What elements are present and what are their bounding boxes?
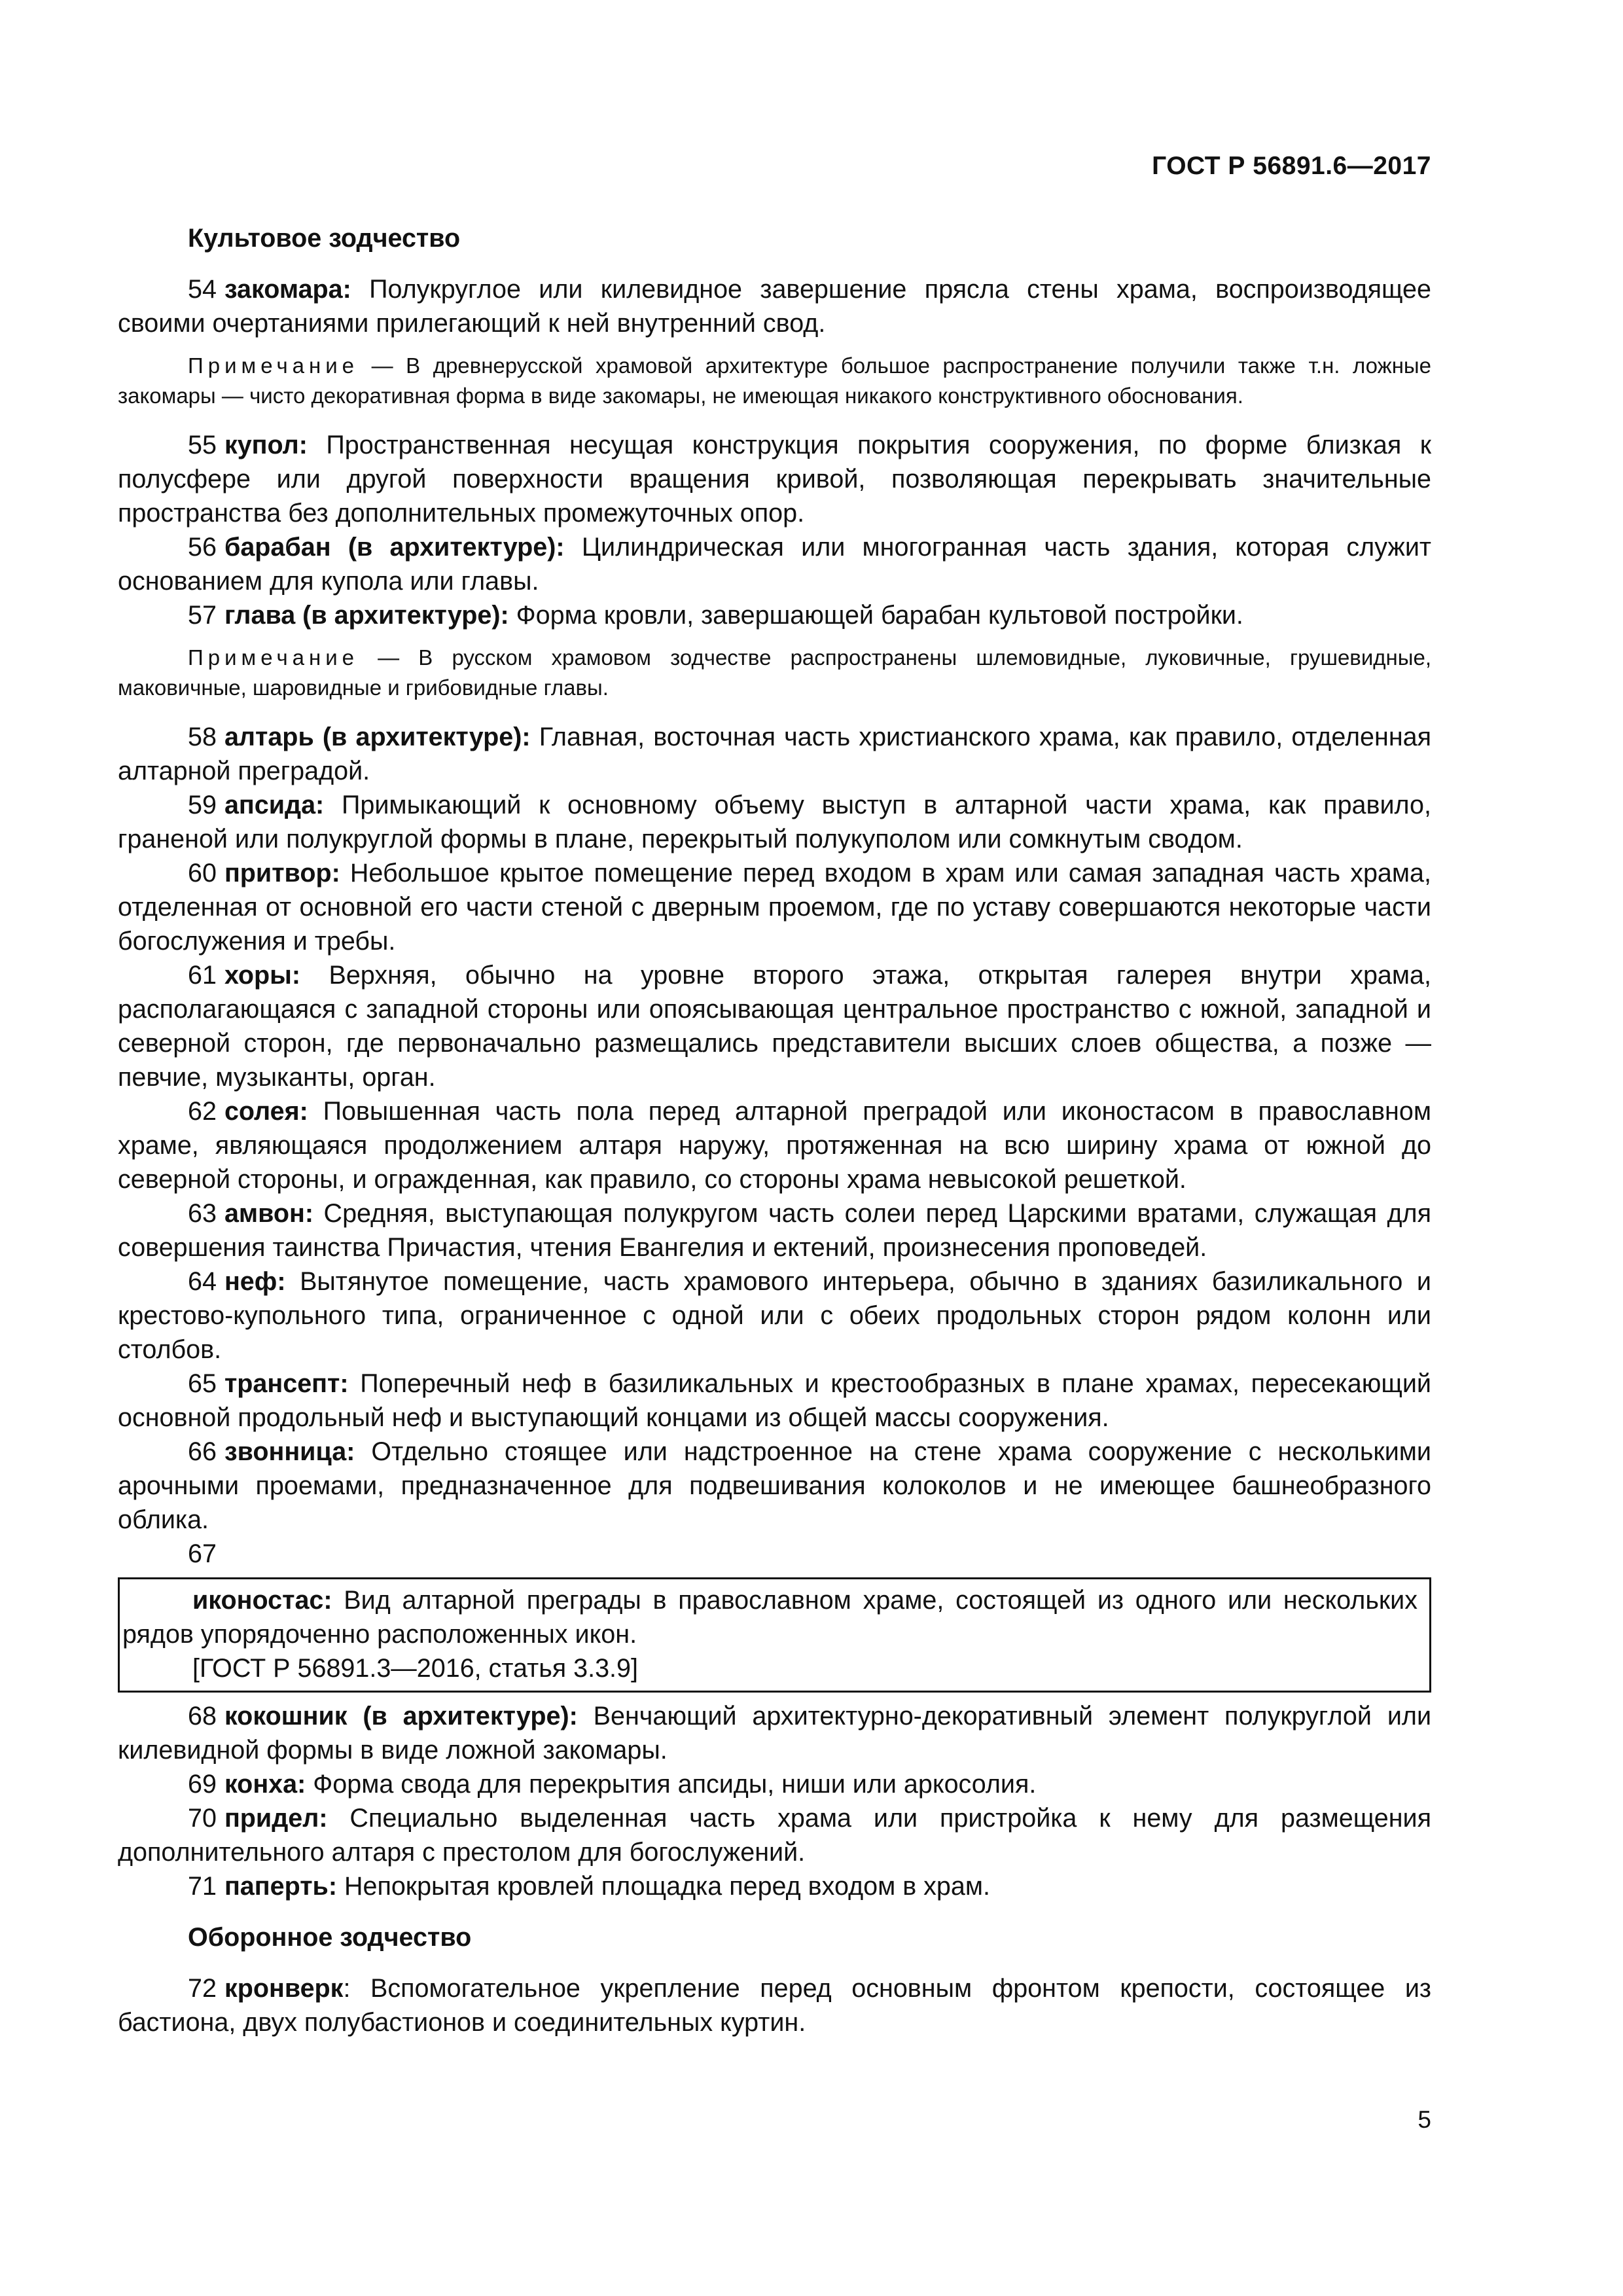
term-entry-68 bbox=[118, 1699, 1431, 1767]
term-number: 54 bbox=[188, 275, 217, 304]
term-entry-62 bbox=[118, 1094, 1431, 1196]
term-entry-60 bbox=[118, 856, 1431, 958]
term-number: 55 bbox=[188, 431, 217, 459]
term-number: 71 bbox=[188, 1872, 217, 1901]
term-entry-71 bbox=[118, 1869, 1431, 1903]
term-name: притвор: bbox=[224, 859, 340, 888]
term-entry-69 bbox=[118, 1767, 1431, 1801]
term-number: 70 bbox=[188, 1804, 217, 1833]
term-entry-67 bbox=[120, 1583, 1418, 1651]
term-definition: Цилиндрическая или многогранная часть здания, которая служит основанием для купола или главы. bbox=[118, 533, 1431, 596]
term-number-67: 67 bbox=[188, 1539, 217, 1568]
term-definition: Небольшое крытое помещение перед входом в храм или самая западная часть храма, отделенная от основной его части стеной с дверным проемом, где по уставу совершаются некоторые части богослужения и требы. bbox=[118, 859, 1431, 956]
term-number: 56 bbox=[188, 533, 217, 562]
term-entry-56 bbox=[118, 530, 1431, 598]
term-entry-59 bbox=[118, 788, 1431, 856]
term-number: 62 bbox=[188, 1097, 217, 1126]
page-number: 5 bbox=[1418, 2106, 1431, 2133]
term-entry-72 bbox=[118, 1971, 1431, 2039]
term-definition: Вид алтарной преграды в православном храме, состоящей из одного или нескольких рядов упорядоченно расположенных икон. bbox=[122, 1586, 1418, 1649]
term-name: трансепт: bbox=[224, 1369, 349, 1398]
note-label: Примечание bbox=[188, 645, 359, 670]
note-text: — В русском храмовом зодчестве распространены шлемовидные, луковичные, грушевидные, маковичные, шаровидные и грибовидные главы. bbox=[118, 645, 1431, 700]
term-definition: Полукруглое или килевидное завершение прясла стены храма, воспроизводящее своими очертаниями прилегающий к ней внутренний свод. bbox=[118, 275, 1431, 338]
term-definition: Главная, восточная часть христианского храма, как правило, отделенная алтарной преградой. bbox=[118, 723, 1431, 785]
term-entry-66 bbox=[118, 1435, 1431, 1537]
term-entry-64 bbox=[118, 1265, 1431, 1367]
term-name: конха: bbox=[224, 1770, 306, 1799]
term-entry-65 bbox=[118, 1367, 1431, 1435]
section-heading: Культовое зодчество bbox=[188, 224, 461, 253]
term-entry-55 bbox=[118, 428, 1431, 530]
term-number: 58 bbox=[188, 723, 217, 751]
term-entry-61 bbox=[118, 958, 1431, 1094]
term-definition: Пространственная несущая конструкция покрытия сооружения, по форме близкая к полусфере или другой поверхности вращения кривой, позволяющая перекрывать значительные пространства без дополнительных промежуточных опор. bbox=[118, 431, 1431, 528]
term-definition: Повышенная часть пола перед алтарной преградой или иконостасом в православном храме, являющаяся продолжением алтаря наружу, протяженная на всю ширину храма от южной до северной стороны, и огражденная, как правило, со стороны храма невысокой решеткой. bbox=[118, 1097, 1431, 1194]
term-definition: Вытянутое помещение, часть храмового интерьера, обычно в зданиях базиликального и крестово-купольного типа, ограниченное с одной или с обеих продольных сторон рядом колонн или столбов. bbox=[118, 1267, 1431, 1364]
term-name: паперть: bbox=[224, 1872, 337, 1901]
document-body bbox=[118, 221, 1431, 2039]
term-definition: Форма свода для перекрытия апсиды, ниши или аркосолия. bbox=[306, 1770, 1037, 1799]
term-name: барабан (в архитектуре): bbox=[224, 533, 565, 562]
term-name: закомара: bbox=[224, 275, 351, 304]
term-number: 72 bbox=[188, 1974, 217, 2003]
note-text: — В древнерусской храмовой архитектуре большое распространение получили также т.н. ложные закомары — чисто декоративная форма в виде закомары, не имеющая никакого конструктивного обоснования. bbox=[118, 353, 1431, 408]
term-number: 61 bbox=[188, 961, 217, 990]
term-number: 69 bbox=[188, 1770, 217, 1799]
term-entry-58 bbox=[118, 720, 1431, 788]
term-definition: Верхняя, обычно на уровне второго этажа, открытая галерея внутри храма, располагающаяся с западной стороны или опоясывающая центральное пространство с южной, западной и северной сторон, где первоначально размещались представители высших слоев общества, а позже — певчие, музыканты, орган. bbox=[118, 961, 1431, 1092]
term-name: неф: bbox=[224, 1267, 286, 1296]
term-definition: Непокрытая кровлей площадка перед входом в храм. bbox=[336, 1872, 990, 1901]
term-definition: Венчающий архитектурно-декоративный элемент полукруглой или килевидной формы в виде ложной закомары. bbox=[118, 1702, 1432, 1765]
term-definition: : Вспомогательное укрепление перед основным фронтом крепости, состоящее из бастиона, двух полубастионов и соединительных куртин. bbox=[118, 1974, 1431, 2037]
note-label: Примечание bbox=[188, 353, 359, 378]
term-number: 66 bbox=[188, 1437, 217, 1466]
term-entry-70 bbox=[118, 1801, 1431, 1869]
term-name: кронверк bbox=[224, 1974, 344, 2003]
term-name: купол: bbox=[224, 431, 308, 459]
term-name: амвон: bbox=[224, 1199, 314, 1228]
term-name: иконостас: bbox=[192, 1586, 332, 1615]
term-name: кокошник (в архитектуре): bbox=[224, 1702, 578, 1731]
term-number: 59 bbox=[188, 791, 217, 819]
term-number: 57 bbox=[188, 601, 217, 630]
source-reference: [ГОСТ Р 56891.3—2016, статья 3.3.9] bbox=[192, 1654, 638, 1683]
quoted-term-box bbox=[118, 1577, 1431, 1693]
term-name: хоры: bbox=[224, 961, 301, 990]
term-definition: Примыкающий к основному объему выступ в алтарной части храма, как правило, граненой или полукруглой формы в плане, перекрытый полукуполом или сомкнутым сводом. bbox=[118, 791, 1431, 853]
term-number: 60 bbox=[188, 859, 217, 888]
term-definition: Специально выделенная часть храма или пристройка к нему для размещения дополнительного алтаря с престолом для богослужений. bbox=[118, 1804, 1431, 1867]
note bbox=[118, 643, 1431, 703]
term-number: 65 bbox=[188, 1369, 217, 1398]
term-definition: Поперечный неф в базиликальных и крестообразных в плане храмах, пересекающий основной продольный неф и выступающий концами из общей массы сооружения. bbox=[118, 1369, 1431, 1432]
term-name: придел: bbox=[224, 1804, 328, 1833]
term-name: апсида: bbox=[224, 791, 325, 819]
term-name: глава (в архитектуре): bbox=[224, 601, 509, 630]
term-definition: Средняя, выступающая полукругом часть солеи перед Царскими вратами, служащая для совершения таинства Причастия, чтения Евангелия и ектений, произнесения проповедей. bbox=[118, 1199, 1431, 1262]
term-number: 64 bbox=[188, 1267, 217, 1296]
note bbox=[118, 351, 1431, 411]
term-number: 68 bbox=[188, 1702, 217, 1731]
term-number: 63 bbox=[188, 1199, 217, 1228]
term-definition: Форма кровли, завершающей барабан культовой постройки. bbox=[508, 601, 1243, 630]
term-entry-63 bbox=[118, 1196, 1431, 1265]
term-name: алтарь (в архитектуре): bbox=[224, 723, 531, 751]
term-name: звонница: bbox=[224, 1437, 355, 1466]
term-entry-54 bbox=[118, 272, 1431, 340]
section-heading: Оборонное зодчество bbox=[188, 1923, 472, 1952]
term-name: солея: bbox=[224, 1097, 308, 1126]
term-entry-57 bbox=[118, 598, 1431, 632]
document-code: ГОСТ Р 56891.6—2017 bbox=[1152, 152, 1431, 180]
term-definition: Отдельно стоящее или надстроенное на стене храма сооружение с несколькими арочными проемами, предназначенное для подвешивания колоколов и не имеющее башнеобразного облика. bbox=[118, 1437, 1431, 1534]
spacer bbox=[118, 1903, 1431, 1920]
